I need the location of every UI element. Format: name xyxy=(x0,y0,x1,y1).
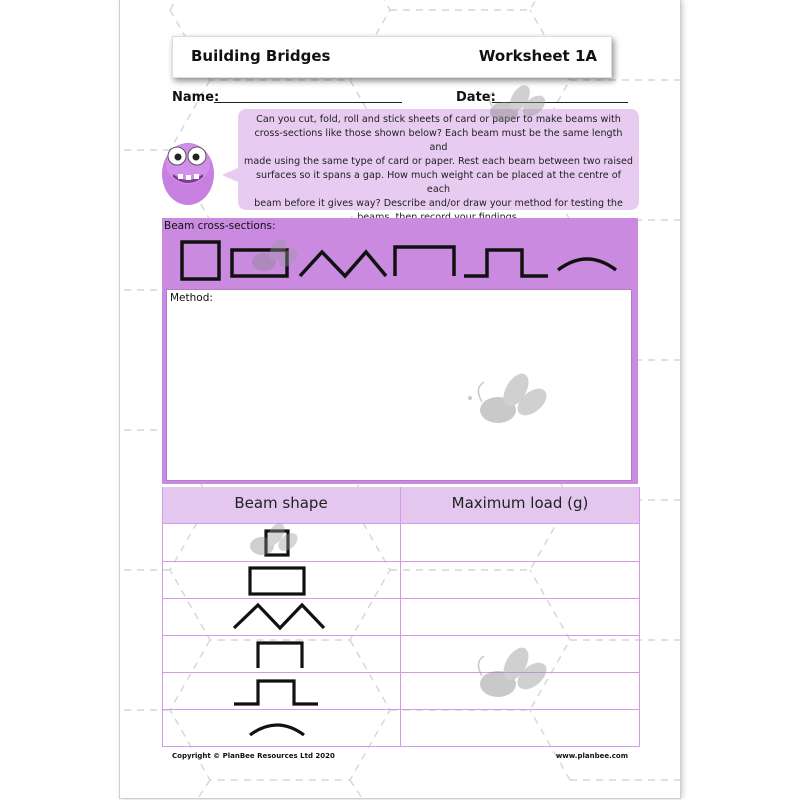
instruction-line: surfaces so it spans a gap. How much weight can be placed at the centre of each xyxy=(256,170,621,195)
instruction-line: made using the same type of card or paper. Rest each beam between two raised xyxy=(244,156,633,167)
load-input-cell[interactable] xyxy=(401,562,639,598)
instruction-line: cross-sections like those shown below? Each beam must be the same length and xyxy=(254,128,623,153)
bee-watermark-icon xyxy=(246,238,300,278)
table-arch xyxy=(250,725,304,735)
title-bar xyxy=(172,36,612,78)
method-area[interactable] xyxy=(166,289,632,481)
top-hat-shape xyxy=(395,247,454,276)
bee-watermark-icon xyxy=(482,84,552,130)
max-load-header: Maximum load (g) xyxy=(451,494,589,512)
name-field[interactable] xyxy=(214,102,402,103)
bee-watermark-icon xyxy=(466,372,552,436)
instruction-line: beam before it gives way? Describe and/or draw your method for testing the xyxy=(254,198,623,209)
worksheet-page xyxy=(120,0,680,798)
square-wave-shape xyxy=(464,250,548,276)
method-label: Method: xyxy=(170,292,213,304)
worksheet-number: Worksheet 1A xyxy=(478,47,597,65)
website-link[interactable]: www.planbee.com xyxy=(555,752,628,760)
copyright-text: Copyright © PlanBee Resources Ltd 2020 xyxy=(172,752,335,760)
instruction-bubble xyxy=(238,109,639,210)
date-label: Date: xyxy=(456,90,496,105)
bee-watermark-icon xyxy=(466,646,552,708)
cross-section-shapes xyxy=(162,236,638,286)
load-input-cell[interactable] xyxy=(401,710,639,746)
table-border-right xyxy=(639,487,640,747)
instruction-line: Can you cut, fold, roll and stick sheets of card or paper to make beams with xyxy=(256,114,621,125)
table-top-hat xyxy=(258,643,302,668)
name-label: Name: xyxy=(172,90,220,105)
arch-shape xyxy=(558,259,616,270)
table-hollow-rectangle xyxy=(250,568,304,594)
table-square-wave xyxy=(234,681,318,704)
table-zigzag xyxy=(234,605,324,628)
zigzag-shape xyxy=(300,252,386,276)
beam-shape-header: Beam shape xyxy=(234,494,328,512)
load-input-cell[interactable] xyxy=(401,524,639,561)
worksheet-title: Building Bridges xyxy=(191,47,331,65)
monster-mascot-icon xyxy=(160,134,216,206)
bee-watermark-icon xyxy=(244,522,300,562)
load-input-cell[interactable] xyxy=(401,599,639,635)
cross-sections-label: Beam cross-sections: xyxy=(164,220,276,232)
hollow-square-shape xyxy=(182,242,219,279)
